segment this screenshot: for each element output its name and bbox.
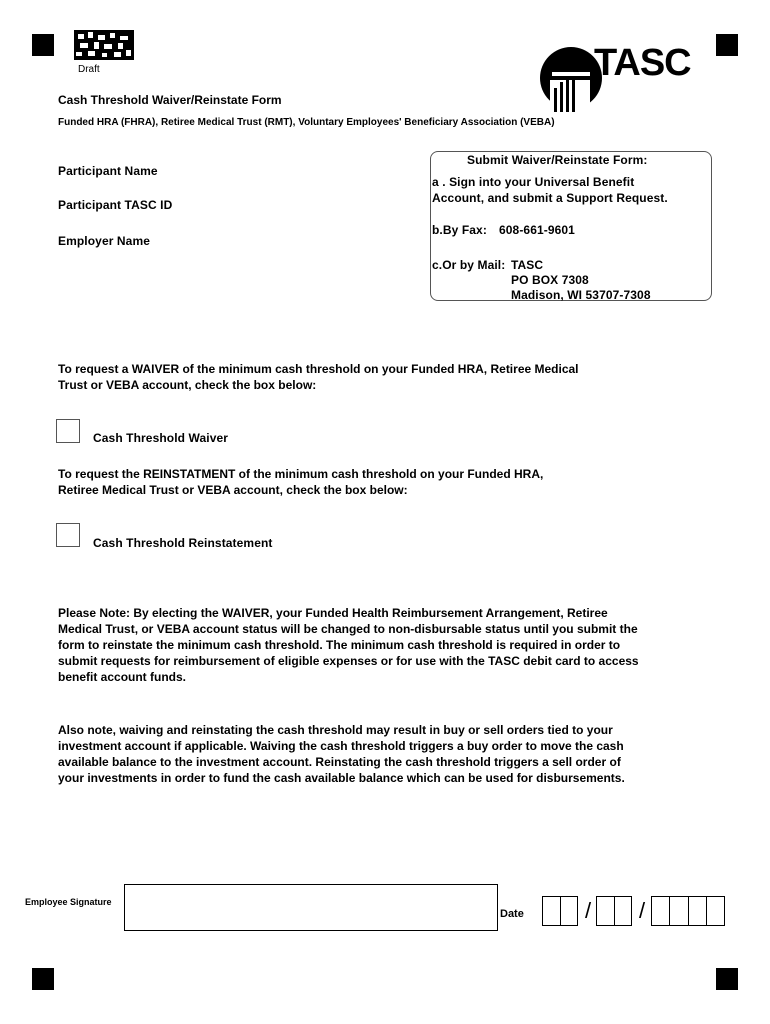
brand-name: TASC bbox=[594, 42, 691, 84]
registration-mark-top-left bbox=[32, 34, 54, 56]
date-label: Date bbox=[500, 908, 524, 920]
draft-barcode-icon bbox=[74, 30, 134, 60]
participant-name-label: Participant Name bbox=[58, 164, 158, 178]
submit-option-a-line1: a . Sign into your Universal Benefit bbox=[432, 175, 635, 189]
fax-number: 608-661-9601 bbox=[499, 223, 575, 237]
fax-label: b.By Fax: bbox=[432, 223, 487, 237]
date-month-field[interactable] bbox=[542, 896, 578, 926]
participant-id-label: Participant TASC ID bbox=[58, 198, 173, 212]
submit-box-title: Submit Waiver/Reinstate Form: bbox=[467, 153, 648, 167]
waiver-checkbox-label: Cash Threshold Waiver bbox=[93, 431, 229, 445]
form-subtitle: Funded HRA (FHRA), Retiree Medical Trust (RMT), Voluntary Employees' Beneficiary Association (VEBA) bbox=[58, 117, 555, 128]
waiver-instruction-line2: Trust or VEBA account, check the box below: bbox=[58, 378, 317, 392]
also-note-line: Also note, waiving and reinstating the cash threshold may result in buy or sell orders tied to your bbox=[58, 723, 613, 737]
please-note-line: form to reinstate the minimum cash threshold. The minimum cash threshold is required in order to bbox=[58, 638, 621, 652]
employer-name-label: Employer Name bbox=[58, 234, 151, 248]
form-title: Cash Threshold Waiver/Reinstate Form bbox=[58, 93, 282, 107]
mail-line-3: Madison, WI 53707-7308 bbox=[511, 288, 651, 302]
mail-label: c.Or by Mail: bbox=[432, 258, 506, 272]
registration-mark-top-right bbox=[716, 34, 738, 56]
date-separator: / bbox=[585, 898, 592, 923]
submit-option-a-line2: Account, and submit a Support Request. bbox=[432, 191, 668, 205]
waiver-instruction-line1: To request a WAIVER of the minimum cash threshold on your Funded HRA, Retiree Medical bbox=[58, 362, 579, 376]
please-note-line: Please Note: By electing the WAIVER, your Funded Health Reimbursement Arrangement, Retiree bbox=[58, 606, 608, 620]
submit-instructions-box bbox=[430, 151, 712, 301]
mail-line-1: TASC bbox=[511, 258, 544, 272]
reinstatement-checkbox[interactable] bbox=[56, 523, 80, 547]
also-note-paragraph bbox=[58, 722, 698, 786]
registration-mark-bottom-right bbox=[716, 968, 738, 990]
also-note-line: your investments in order to fund the cash available balance which can be used for disbursements. bbox=[58, 771, 625, 785]
employee-signature-field[interactable] bbox=[124, 884, 498, 931]
date-year-field[interactable] bbox=[651, 896, 725, 926]
reinstatement-instruction-line2: Retiree Medical Trust or VEBA account, check the box below: bbox=[58, 483, 408, 497]
employee-signature-label: Employee Signature bbox=[25, 897, 112, 907]
waiver-checkbox[interactable] bbox=[56, 419, 80, 443]
date-separator: / bbox=[639, 898, 646, 923]
registration-mark-bottom-left bbox=[32, 968, 54, 990]
please-note-paragraph bbox=[58, 605, 698, 685]
reinstatement-instruction-line1: To request the REINSTATMENT of the minimum cash threshold on your Funded HRA, bbox=[58, 467, 544, 481]
please-note-line: submit requests for reimbursement of eligible expenses or for use with the TASC debit card to access bbox=[58, 654, 639, 668]
please-note-line: Medical Trust, or VEBA account status will be changed to non-disbursable status until you submit the bbox=[58, 622, 638, 636]
date-day-field[interactable] bbox=[596, 896, 632, 926]
also-note-line: investment account if applicable. Waiving the cash threshold triggers a buy order to move the cash bbox=[58, 739, 624, 753]
draft-label: Draft bbox=[78, 64, 100, 75]
mail-line-2: PO BOX 7308 bbox=[511, 273, 589, 287]
reinstatement-checkbox-label: Cash Threshold Reinstatement bbox=[93, 536, 273, 550]
also-note-line: available balance to the investment account. Reinstating the cash threshold triggers a sell order of bbox=[58, 755, 621, 769]
please-note-line: benefit account funds. bbox=[58, 670, 187, 684]
